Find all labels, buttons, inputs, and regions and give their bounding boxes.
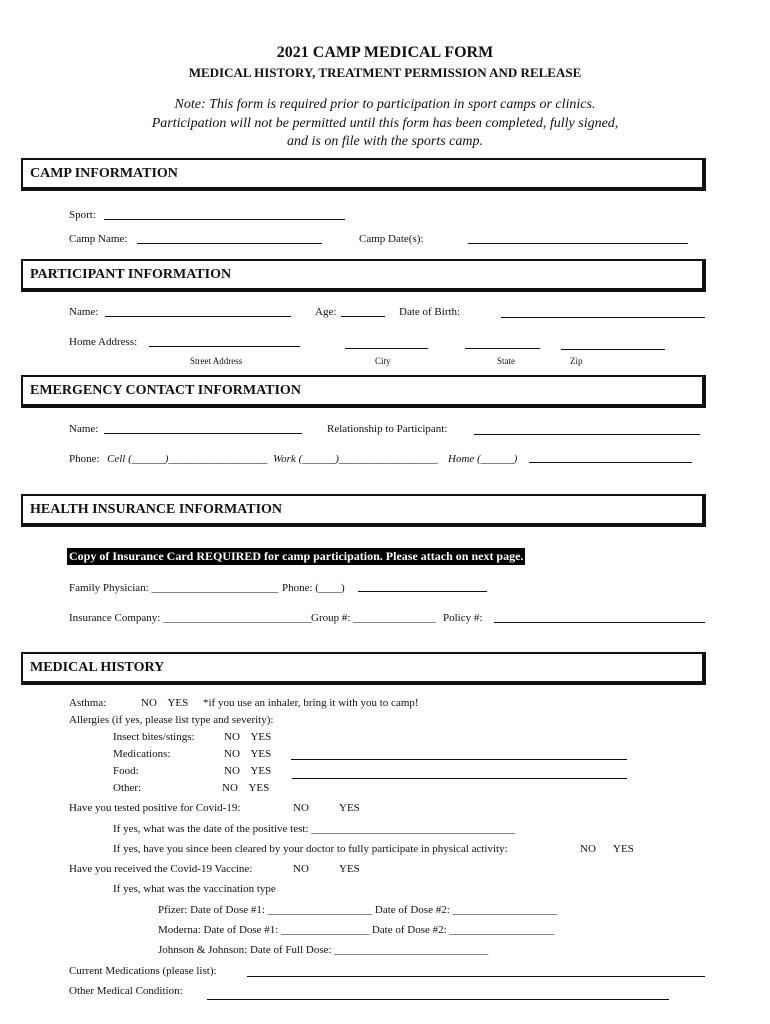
state-field[interactable] (465, 348, 540, 349)
insect-bites-options[interactable]: NO YES (224, 731, 272, 743)
current-medications-field[interactable] (247, 976, 705, 977)
camp-dates-label: Camp Date(s): (359, 233, 424, 245)
moderna-dates-field[interactable]: Moderna: Date of Dose #1: ________________ Date of Dose #2: ___________________ (158, 924, 554, 936)
dob-label: Date of Birth: (399, 306, 461, 318)
home-address-label: Home Address: (69, 336, 138, 348)
insurance-required-banner: Copy of Insurance Card REQUIRED for camp participation. Please attach on next page. (69, 549, 524, 563)
current-medications-label: Current Medications (please list): (69, 965, 217, 977)
note-line-1: Note: This form is required prior to participation in sport camps or clinics. (174, 97, 596, 112)
relationship-label: Relationship to Participant: (327, 423, 448, 435)
dob-field[interactable] (501, 317, 705, 318)
section-heading: EMERGENCY CONTACT INFORMATION (30, 383, 301, 398)
other-allergy-label: Other: (113, 782, 142, 794)
city-caption: City (375, 356, 391, 366)
medications-allergy-label: Medications: (113, 748, 171, 760)
family-physician-field[interactable]: Family Physician: _______________________ (69, 582, 278, 594)
section-heading: HEALTH INSURANCE INFORMATION (30, 502, 283, 517)
covid-tested-yes[interactable]: YES (339, 802, 360, 814)
form-subtitle: MEDICAL HISTORY, TREATMENT PERMISSION AND RELEASE (188, 65, 582, 80)
physician-phone-field[interactable] (358, 591, 487, 592)
camp-name-label: Camp Name: (69, 233, 128, 245)
participant-information-section (21, 259, 706, 292)
phone-label: Phone: (69, 453, 100, 465)
state-caption: State (497, 356, 515, 366)
asthma-note: *if you use an inhaler, bring it with you to camp! (203, 697, 419, 709)
work-phone-field[interactable]: Work (______)__________________ (273, 453, 438, 465)
section-heading: MEDICAL HISTORY (30, 660, 165, 675)
food-allergy-options[interactable]: NO YES (224, 765, 272, 777)
note-line-2: Participation will not be permitted until this form has been completed, fully signed, (151, 116, 619, 131)
insurance-company-field[interactable]: Insurance Company: ___________________________ (69, 612, 312, 624)
emergency-name-label: Name: (69, 423, 99, 435)
cleared-label: If yes, have you since been cleared by your doctor to fully participate in physical activity: (113, 843, 508, 855)
participant-name-label: Name: (69, 306, 99, 318)
covid-tested-label: Have you tested positive for Covid-19: (69, 802, 241, 814)
medications-allergy-field[interactable] (291, 759, 627, 760)
street-caption: Street Address (190, 356, 243, 366)
city-field[interactable] (345, 348, 428, 349)
emergency-contact-section (21, 375, 706, 408)
vaccine-label: Have you received the Covid-19 Vaccine: (69, 863, 253, 875)
allergies-label: Allergies (if yes, please list type and severity): (69, 714, 274, 726)
home-phone-field[interactable] (529, 462, 692, 463)
other-condition-label: Other Medical Condition: (69, 985, 183, 997)
sport-label: Sport: (69, 209, 96, 221)
medical-history-section (21, 652, 706, 685)
camp-information-section (21, 158, 706, 191)
covid-tested-no[interactable]: NO (293, 802, 309, 814)
emergency-name-field[interactable] (104, 433, 302, 434)
cleared-no[interactable]: NO (580, 843, 596, 855)
food-allergy-field[interactable] (292, 778, 627, 779)
asthma-options[interactable]: NO YES (141, 697, 189, 709)
insect-bites-label: Insect bites/stings: (113, 731, 195, 743)
cleared-yes[interactable]: YES (613, 843, 634, 855)
physician-phone-label: Phone: (____) (282, 582, 345, 594)
age-label: Age: (315, 306, 337, 318)
participant-name-field[interactable] (105, 316, 291, 317)
other-condition-field[interactable] (207, 999, 669, 1000)
street-address-field[interactable] (149, 346, 300, 347)
zip-caption: Zip (570, 356, 583, 366)
medications-allergy-options[interactable]: NO YES (224, 748, 272, 760)
note-line-3: and is on file with the sports camp. (287, 134, 483, 149)
cell-phone-field[interactable]: Cell (______)__________________ (107, 453, 268, 465)
home-phone-area-field[interactable]: Home (______) (448, 453, 518, 465)
section-heading: PARTICIPANT INFORMATION (30, 267, 232, 282)
pfizer-dates-field[interactable]: Pfizer: Date of Dose #1: ___________________ Date of Dose #2: ___________________ (158, 904, 558, 916)
health-insurance-section (21, 494, 706, 527)
age-field[interactable] (341, 316, 385, 317)
relationship-field[interactable] (474, 434, 700, 435)
other-allergy-options[interactable]: NO YES (222, 782, 270, 794)
jj-date-field[interactable]: Johnson & Johnson: Date of Full Dose: ____________________________ (158, 944, 489, 956)
policy-number-field[interactable] (494, 622, 705, 623)
section-heading: CAMP INFORMATION (30, 166, 178, 181)
zip-field[interactable] (561, 349, 665, 350)
vaccine-yes[interactable]: YES (339, 863, 360, 875)
vaccine-no[interactable]: NO (293, 863, 309, 875)
camp-dates-field[interactable] (468, 243, 688, 244)
vaccine-type-label: If yes, what was the vaccination type (113, 883, 276, 895)
sport-field[interactable] (104, 219, 345, 220)
form-title: 2021 CAMP MEDICAL FORM (276, 44, 494, 61)
camp-name-field[interactable] (137, 243, 322, 244)
group-number-field[interactable]: Group #: _______________ (311, 612, 436, 624)
positive-test-date-field[interactable]: If yes, what was the date of the positive test: _____________________________________ (113, 823, 515, 835)
food-allergy-label: Food: (113, 765, 139, 777)
asthma-label: Asthma: (69, 697, 107, 709)
policy-number-label: Policy #: (443, 612, 483, 624)
